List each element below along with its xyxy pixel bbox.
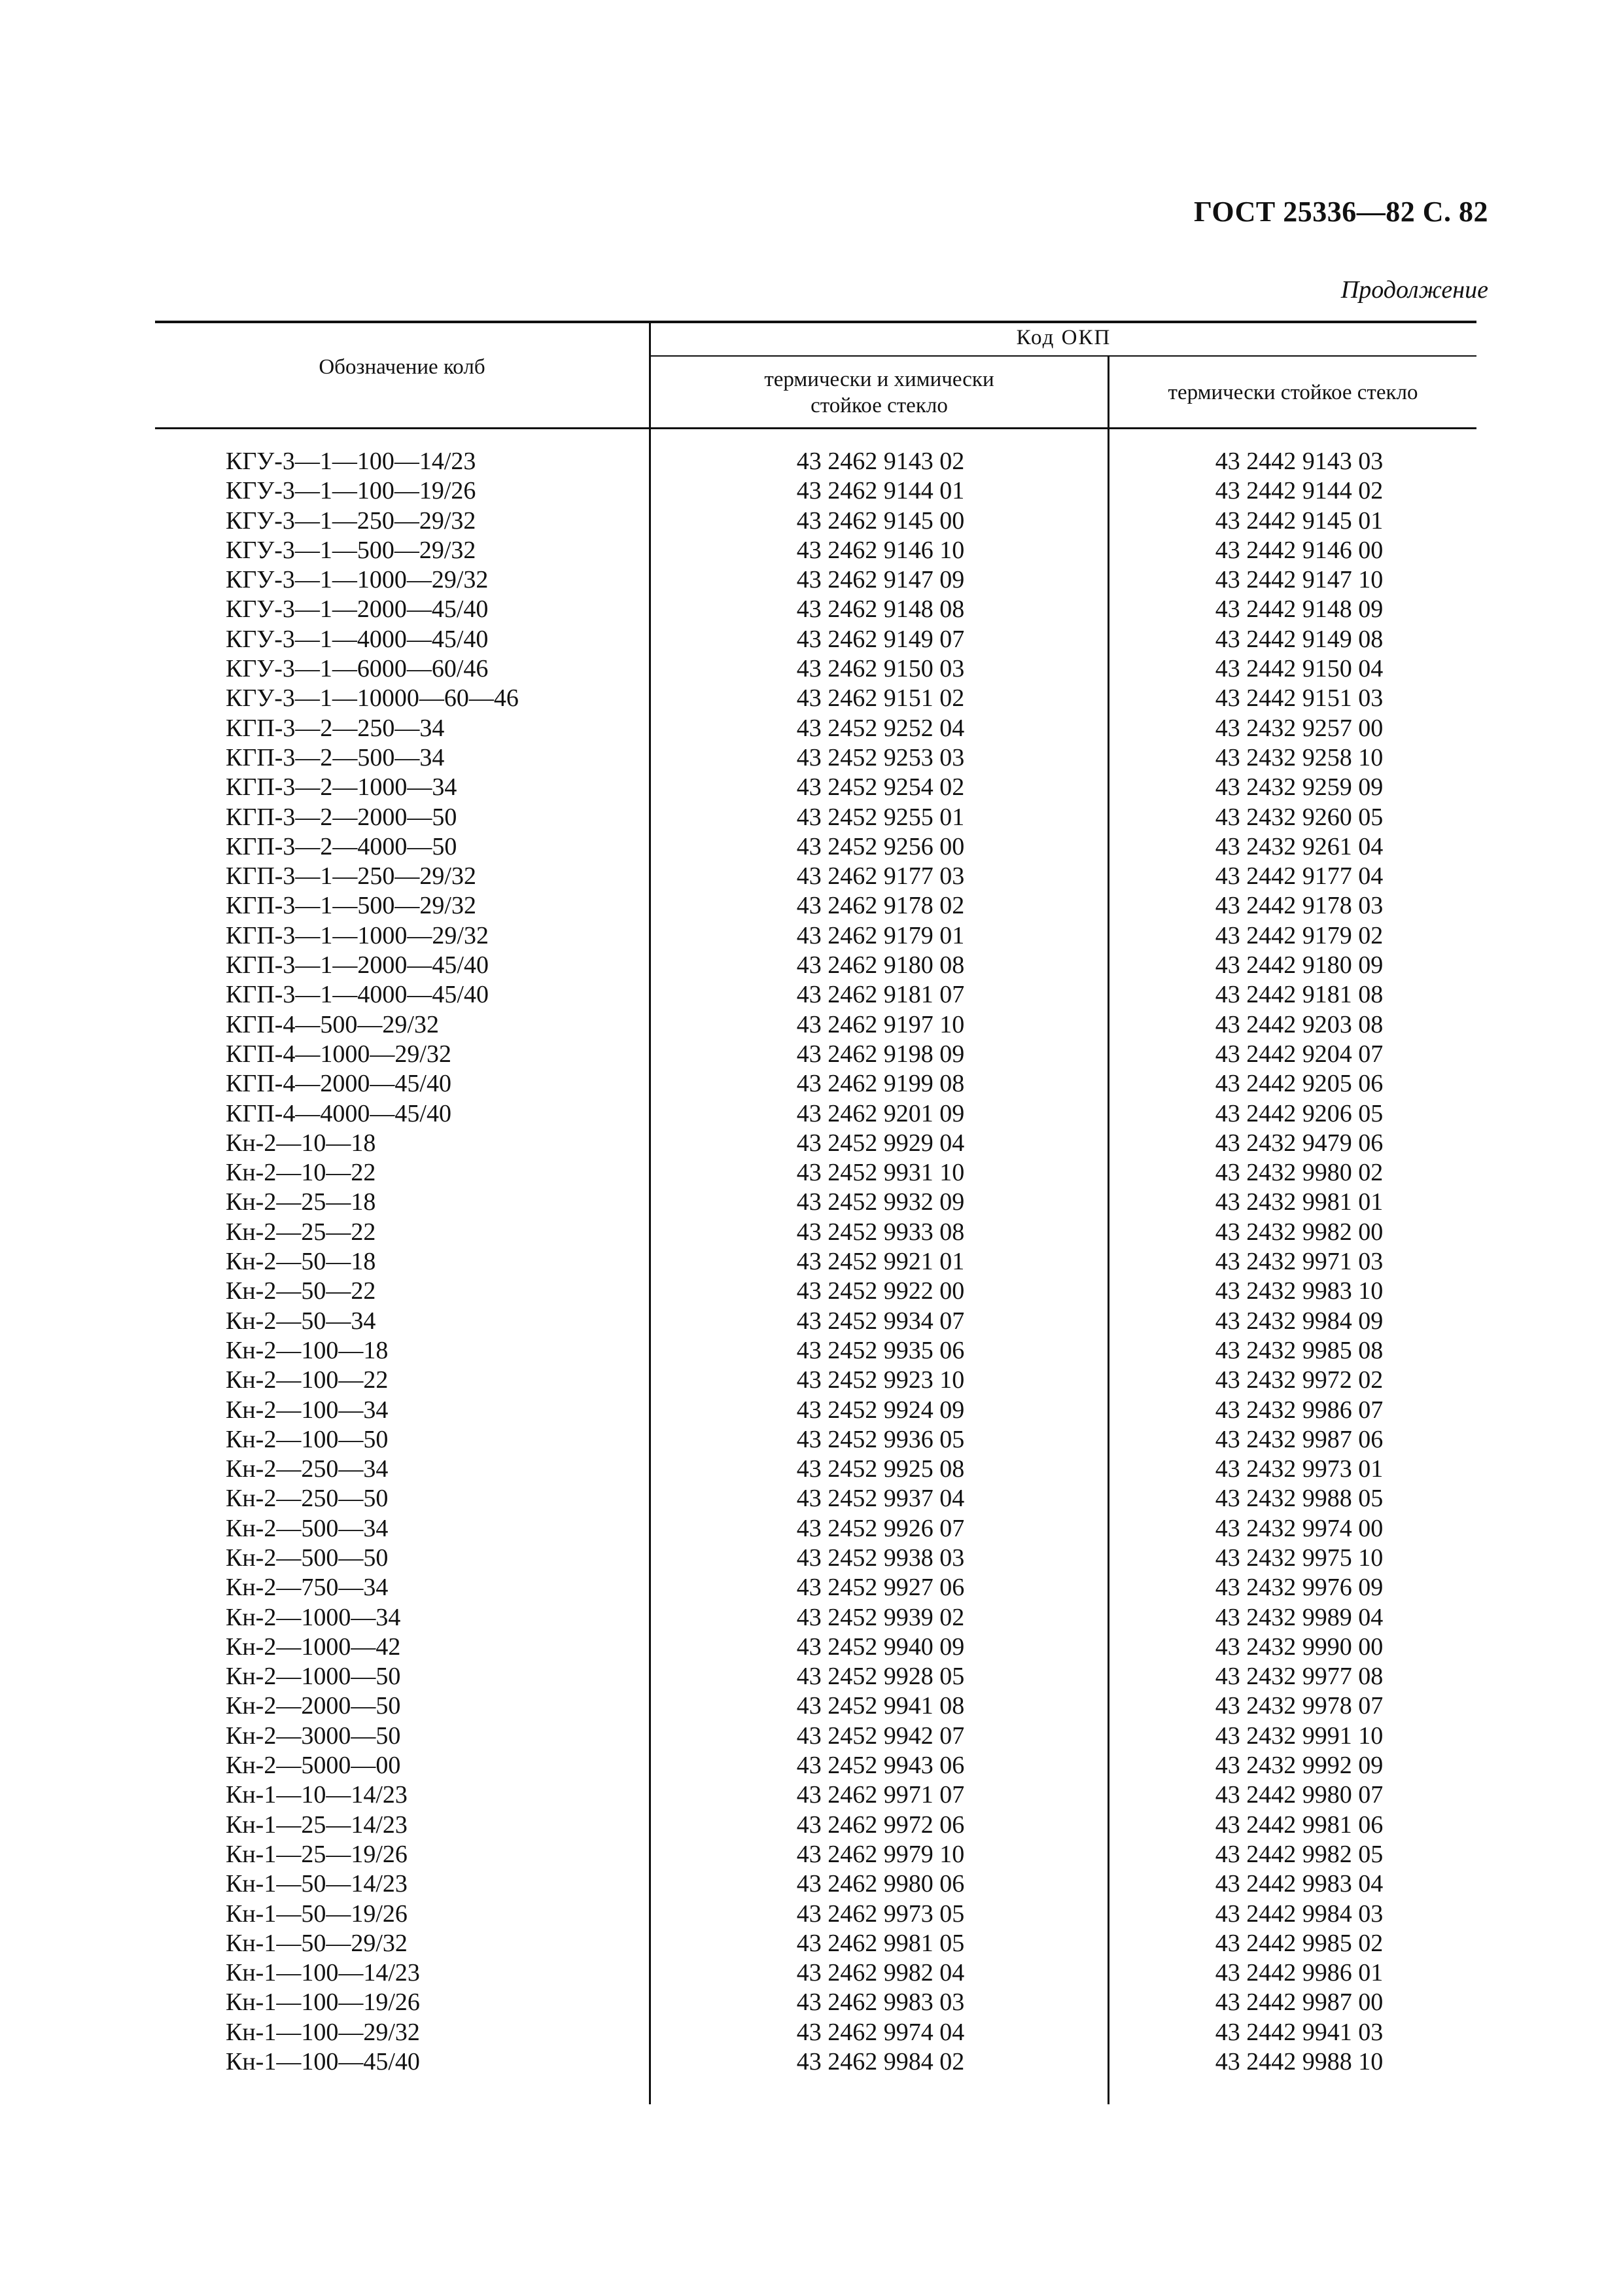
- designation-cell: КГП-4—2000—45/40: [226, 1070, 451, 1098]
- thermal-glass-code-cell: 43 2432 9989 04: [1215, 1603, 1384, 1631]
- table-row: [0, 684, 1623, 713]
- chem-glass-code-cell: 43 2452 9934 07: [796, 1307, 965, 1335]
- column-header-chem-glass: [651, 366, 1108, 419]
- designation-cell: КГП-4—1000—29/32: [226, 1040, 451, 1068]
- thermal-glass-code-cell: 43 2442 9941 03: [1215, 2018, 1384, 2046]
- table-row: [0, 1099, 1623, 1129]
- table-row: [0, 921, 1623, 951]
- designation-cell: Кн-2—50—34: [226, 1307, 376, 1335]
- designation-cell: КГП-3—1—2000—45/40: [226, 951, 489, 980]
- thermal-glass-code-cell: 43 2442 9981 06: [1215, 1810, 1384, 1839]
- chem-glass-code-cell: 43 2452 9923 10: [796, 1366, 965, 1394]
- thermal-glass-code-cell: 43 2442 9984 03: [1215, 1899, 1384, 1928]
- table-body: [0, 447, 1623, 2077]
- chem-glass-code-cell: 43 2452 9937 04: [796, 1485, 965, 1513]
- designation-cell: Кн-1—50—14/23: [226, 1870, 408, 1898]
- thermal-glass-code-cell: 43 2432 9260 05: [1215, 803, 1384, 831]
- chem-glass-code-cell: 43 2452 9924 09: [796, 1396, 965, 1424]
- thermal-glass-code-cell: 43 2442 9178 03: [1215, 892, 1384, 920]
- thermal-glass-code-cell: 43 2432 9985 08: [1215, 1336, 1384, 1364]
- column-header-chem-glass-line-1: термически и химически: [764, 368, 994, 391]
- thermal-glass-code-cell: 43 2432 9992 09: [1215, 1752, 1384, 1780]
- chem-glass-code-cell: 43 2462 9201 09: [796, 1099, 965, 1127]
- designation-cell: Кн-2—500—50: [226, 1544, 389, 1572]
- table-row: [0, 1840, 1623, 1869]
- thermal-glass-code-cell: 43 2442 9147 10: [1215, 566, 1384, 594]
- table-row: [0, 1633, 1623, 1662]
- thermal-glass-code-cell: 43 2432 9258 10: [1215, 743, 1384, 771]
- table-row: [0, 1780, 1623, 1810]
- designation-cell: Кн-2—100—18: [226, 1336, 389, 1364]
- designation-cell: Кн-2—10—18: [226, 1129, 376, 1157]
- thermal-glass-code-cell: 43 2442 9985 02: [1215, 1929, 1384, 1957]
- chem-glass-code-cell: 43 2452 9925 08: [796, 1455, 965, 1483]
- chem-glass-code-cell: 43 2452 9943 06: [796, 1752, 965, 1780]
- chem-glass-code-cell: 43 2462 9151 02: [796, 684, 965, 713]
- designation-cell: Кн-2—5000—00: [226, 1752, 401, 1780]
- designation-cell: КГУ-3—1—1000—29/32: [226, 566, 489, 594]
- thermal-glass-code-cell: 43 2442 9205 06: [1215, 1070, 1384, 1098]
- thermal-glass-code-cell: 43 2432 9988 05: [1215, 1485, 1384, 1513]
- table-row: [0, 1691, 1623, 1721]
- thermal-glass-code-cell: 43 2442 9982 05: [1215, 1840, 1384, 1868]
- thermal-glass-code-cell: 43 2432 9990 00: [1215, 1633, 1384, 1661]
- designation-cell: КГУ-3—1—500—29/32: [226, 536, 476, 564]
- table-row: [0, 1603, 1623, 1633]
- thermal-glass-code-cell: 43 2432 9978 07: [1215, 1692, 1384, 1720]
- designation-cell: Кн-1—100—45/40: [226, 2048, 420, 2076]
- designation-cell: Кн-2—100—22: [226, 1366, 389, 1394]
- designation-cell: КГП-3—1—4000—45/40: [226, 981, 489, 1009]
- thermal-glass-code-cell: 43 2442 9177 04: [1215, 862, 1384, 891]
- chem-glass-code-cell: 43 2462 9144 01: [796, 477, 965, 505]
- designation-cell: КГУ-3—1—250—29/32: [226, 506, 476, 535]
- chem-glass-code-cell: 43 2452 9941 08: [796, 1692, 965, 1720]
- thermal-glass-code-cell: 43 2442 9980 07: [1215, 1781, 1384, 1809]
- table-row: [0, 2047, 1623, 2077]
- thermal-glass-code-cell: 43 2432 9986 07: [1215, 1396, 1384, 1424]
- designation-cell: Кн-1—100—14/23: [226, 1959, 420, 1987]
- chem-glass-code-cell: 43 2462 9179 01: [796, 921, 965, 949]
- designation-cell: Кн-2—3000—50: [226, 1722, 401, 1750]
- table-row: [0, 803, 1623, 832]
- table-row: [0, 1188, 1623, 1217]
- designation-cell: Кн-2—1000—50: [226, 1663, 401, 1691]
- designation-cell: КГУ-3—1—4000—45/40: [226, 625, 489, 653]
- designation-cell: Кн-2—1000—34: [226, 1603, 401, 1631]
- chem-glass-code-cell: 43 2462 9180 08: [796, 951, 965, 980]
- designation-cell: КГУ-3—1—6000—60/46: [226, 655, 489, 683]
- table-top-rule: [155, 321, 1476, 323]
- table-row: [0, 1396, 1623, 1425]
- table-row: [0, 1899, 1623, 1929]
- thermal-glass-code-cell: 43 2432 9972 02: [1215, 1366, 1384, 1394]
- thermal-glass-code-cell: 43 2432 9981 01: [1215, 1188, 1384, 1216]
- table-row: [0, 1307, 1623, 1336]
- thermal-glass-code-cell: 43 2432 9257 00: [1215, 714, 1384, 742]
- chem-glass-code-cell: 43 2462 9982 04: [796, 1959, 965, 1987]
- column-header-designation: Обозначение колб: [319, 355, 485, 379]
- chem-glass-code-cell: 43 2452 9922 00: [796, 1277, 965, 1305]
- thermal-glass-code-cell: 43 2432 9975 10: [1215, 1544, 1384, 1572]
- table-row: [0, 1662, 1623, 1691]
- thermal-glass-code-cell: 43 2432 9991 10: [1215, 1722, 1384, 1750]
- designation-cell: КГП-3—1—1000—29/32: [226, 921, 489, 949]
- table-row: [0, 951, 1623, 980]
- designation-cell: Кн-2—250—50: [226, 1485, 389, 1513]
- chem-glass-code-cell: 43 2452 9932 09: [796, 1188, 965, 1216]
- table-row: [0, 1722, 1623, 1751]
- chem-glass-code-cell: 43 2462 9980 06: [796, 1870, 965, 1898]
- chem-glass-code-cell: 43 2452 9929 04: [796, 1129, 965, 1157]
- chem-glass-code-cell: 43 2452 9939 02: [796, 1603, 965, 1631]
- chem-glass-code-cell: 43 2462 9981 05: [796, 1929, 965, 1957]
- thermal-glass-code-cell: 43 2442 9983 04: [1215, 1870, 1384, 1898]
- chem-glass-code-cell: 43 2462 9984 02: [796, 2048, 965, 2076]
- table-row: [0, 2018, 1623, 2047]
- chem-glass-code-cell: 43 2462 9971 07: [796, 1781, 965, 1809]
- designation-cell: Кн-1—10—14/23: [226, 1781, 408, 1809]
- chem-glass-code-cell: 43 2452 9927 06: [796, 1574, 965, 1602]
- chem-glass-code-cell: 43 2452 9256 00: [796, 832, 965, 860]
- designation-cell: Кн-2—100—34: [226, 1396, 389, 1424]
- chem-glass-code-cell: 43 2452 9252 04: [796, 714, 965, 742]
- designation-cell: КГП-3—2—4000—50: [226, 832, 457, 860]
- table-row: [0, 1958, 1623, 1988]
- designation-cell: КГУ-3—1—100—14/23: [226, 448, 476, 475]
- chem-glass-code-cell: 43 2452 9940 09: [796, 1633, 965, 1661]
- designation-cell: Кн-2—10—22: [226, 1159, 376, 1187]
- table-row: [0, 832, 1623, 862]
- chem-glass-code-cell: 43 2462 9198 09: [796, 1040, 965, 1068]
- designation-cell: Кн-2—1000—42: [226, 1633, 401, 1661]
- table-row: [0, 595, 1623, 624]
- table-row: [0, 536, 1623, 565]
- designation-cell: Кн-2—25—18: [226, 1188, 376, 1216]
- thermal-glass-code-cell: 43 2432 9259 09: [1215, 773, 1384, 802]
- table-row: [0, 891, 1623, 921]
- table-row: [0, 1040, 1623, 1069]
- designation-cell: КГП-3—2—500—34: [226, 743, 445, 771]
- table-row: [0, 1069, 1623, 1099]
- designation-cell: КГП-3—1—500—29/32: [226, 892, 476, 920]
- chem-glass-code-cell: 43 2462 9145 00: [796, 506, 965, 535]
- designation-cell: Кн-2—500—34: [226, 1514, 389, 1542]
- column-header-chem-glass-line-2: стойкое стекло: [811, 394, 948, 417]
- table-row: [0, 506, 1623, 536]
- table-row: [0, 1514, 1623, 1544]
- designation-cell: Кн-1—100—19/26: [226, 1988, 420, 2017]
- thermal-glass-code-cell: 43 2442 9145 01: [1215, 506, 1384, 535]
- chem-glass-code-cell: 43 2462 9147 09: [796, 566, 965, 594]
- chem-glass-code-cell: 43 2452 9938 03: [796, 1544, 965, 1572]
- table-row: [0, 654, 1623, 684]
- continuation-label: Продолжение: [1340, 276, 1488, 304]
- table-row: [0, 980, 1623, 1010]
- chem-glass-code-cell: 43 2462 9974 04: [796, 2018, 965, 2046]
- chem-glass-code-cell: 43 2462 9150 03: [796, 655, 965, 683]
- chem-glass-code-cell: 43 2452 9928 05: [796, 1663, 965, 1691]
- table-row: [0, 476, 1623, 506]
- chem-glass-code-cell: 43 2462 9979 10: [796, 1840, 965, 1868]
- chem-glass-code-cell: 43 2462 9983 03: [796, 1988, 965, 2017]
- table-row: [0, 1366, 1623, 1395]
- table-row: [0, 565, 1623, 595]
- thermal-glass-code-cell: 43 2442 9204 07: [1215, 1040, 1384, 1068]
- thermal-glass-code-cell: 43 2432 9261 04: [1215, 832, 1384, 860]
- table-row: [0, 1247, 1623, 1277]
- table-row: [0, 862, 1623, 891]
- designation-cell: Кн-2—750—34: [226, 1574, 389, 1602]
- chem-glass-code-cell: 43 2452 9931 10: [796, 1159, 965, 1187]
- designation-cell: КГП-4—4000—45/40: [226, 1099, 451, 1127]
- thermal-glass-code-cell: 43 2432 9977 08: [1215, 1663, 1384, 1691]
- designation-cell: Кн-2—50—18: [226, 1248, 376, 1276]
- designation-cell: Кн-1—100—29/32: [226, 2018, 420, 2046]
- column-header-thermal-glass: термически стойкое стекло: [1168, 381, 1418, 404]
- thermal-glass-code-cell: 43 2432 9983 10: [1215, 1277, 1384, 1305]
- chem-glass-code-cell: 43 2462 9199 08: [796, 1070, 965, 1098]
- table-row: [0, 1751, 1623, 1780]
- chem-glass-code-cell: 43 2452 9254 02: [796, 773, 965, 802]
- thermal-glass-code-cell: 43 2442 9180 09: [1215, 951, 1384, 980]
- designation-cell: Кн-2—25—22: [226, 1218, 376, 1246]
- document-title: ГОСТ 25336—82 С. 82: [1193, 196, 1488, 228]
- table-row: [0, 1277, 1623, 1306]
- thermal-glass-code-cell: 43 2442 9149 08: [1215, 625, 1384, 653]
- designation-cell: КГП-4—500—29/32: [226, 1010, 439, 1038]
- chem-glass-code-cell: 43 2462 9149 07: [796, 625, 965, 653]
- designation-cell: КГП-3—2—1000—34: [226, 773, 457, 802]
- designation-cell: КГП-3—1—250—29/32: [226, 862, 476, 891]
- designation-cell: Кн-1—50—29/32: [226, 1929, 408, 1957]
- chem-glass-code-cell: 43 2462 9177 03: [796, 862, 965, 891]
- table-row: [0, 625, 1623, 654]
- chem-glass-code-cell: 43 2452 9935 06: [796, 1336, 965, 1364]
- thermal-glass-code-cell: 43 2442 9986 01: [1215, 1959, 1384, 1987]
- table-row: [0, 1158, 1623, 1188]
- table-row: [0, 1010, 1623, 1040]
- thermal-glass-code-cell: 43 2442 9143 03: [1215, 448, 1384, 475]
- chem-glass-code-cell: 43 2462 9146 10: [796, 536, 965, 564]
- designation-cell: КГП-3—2—2000—50: [226, 803, 457, 831]
- table-row: [0, 743, 1623, 773]
- thermal-glass-code-cell: 43 2442 9146 00: [1215, 536, 1384, 564]
- thermal-glass-code-cell: 43 2442 9206 05: [1215, 1099, 1384, 1127]
- thermal-glass-code-cell: 43 2442 9150 04: [1215, 655, 1384, 683]
- chem-glass-code-cell: 43 2462 9143 02: [796, 448, 965, 475]
- thermal-glass-code-cell: 43 2432 9974 00: [1215, 1514, 1384, 1542]
- designation-cell: КГУ-3—1—100—19/26: [226, 477, 476, 505]
- chem-glass-code-cell: 43 2452 9921 01: [796, 1248, 965, 1276]
- thermal-glass-code-cell: 43 2442 9151 03: [1215, 684, 1384, 713]
- table-row: [0, 714, 1623, 743]
- designation-cell: Кн-1—50—19/26: [226, 1899, 408, 1928]
- thermal-glass-code-cell: 43 2432 9976 09: [1215, 1574, 1384, 1602]
- thermal-glass-code-cell: 43 2442 9148 09: [1215, 595, 1384, 624]
- thermal-glass-code-cell: 43 2442 9179 02: [1215, 921, 1384, 949]
- table-row: [0, 1810, 1623, 1840]
- thermal-glass-code-cell: 43 2432 9971 03: [1215, 1248, 1384, 1276]
- thermal-glass-code-cell: 43 2442 9987 00: [1215, 1988, 1384, 2017]
- chem-glass-code-cell: 43 2462 9973 05: [796, 1899, 965, 1928]
- thermal-glass-code-cell: 43 2442 9203 08: [1215, 1010, 1384, 1038]
- thermal-glass-code-cell: 43 2442 9144 02: [1215, 477, 1384, 505]
- header-bottom-rule: [155, 427, 1476, 429]
- chem-glass-code-cell: 43 2452 9253 03: [796, 743, 965, 771]
- thermal-glass-code-cell: 43 2442 9988 10: [1215, 2048, 1384, 2076]
- chem-glass-code-cell: 43 2452 9255 01: [796, 803, 965, 831]
- table-row: [0, 1869, 1623, 1899]
- group-header-rule: [650, 355, 1476, 357]
- thermal-glass-code-cell: 43 2432 9987 06: [1215, 1425, 1384, 1453]
- table-row: [0, 1544, 1623, 1573]
- designation-cell: Кн-1—25—19/26: [226, 1840, 408, 1868]
- table-row: [0, 447, 1623, 476]
- designation-cell: Кн-2—50—22: [226, 1277, 376, 1305]
- designation-cell: КГУ-3—1—10000—60—46: [226, 684, 519, 713]
- table-row: [0, 1988, 1623, 2017]
- column-group-header-okp-code: Код ОКП: [1016, 326, 1111, 349]
- table-row: [0, 1425, 1623, 1455]
- chem-glass-code-cell: 43 2452 9936 05: [796, 1425, 965, 1453]
- chem-glass-code-cell: 43 2452 9942 07: [796, 1722, 965, 1750]
- designation-cell: КГУ-3—1—2000—45/40: [226, 595, 489, 624]
- chem-glass-code-cell: 43 2462 9197 10: [796, 1010, 965, 1038]
- designation-cell: Кн-2—100—50: [226, 1425, 389, 1453]
- table-row: [0, 1484, 1623, 1513]
- chem-glass-code-cell: 43 2462 9181 07: [796, 981, 965, 1009]
- table-row: [0, 1336, 1623, 1366]
- designation-cell: Кн-1—25—14/23: [226, 1810, 408, 1839]
- chem-glass-code-cell: 43 2462 9178 02: [796, 892, 965, 920]
- chem-glass-code-cell: 43 2452 9926 07: [796, 1514, 965, 1542]
- designation-cell: КГП-3—2—250—34: [226, 714, 445, 742]
- chem-glass-code-cell: 43 2462 9972 06: [796, 1810, 965, 1839]
- thermal-glass-code-cell: 43 2442 9181 08: [1215, 981, 1384, 1009]
- table-row: [0, 1218, 1623, 1247]
- designation-cell: Кн-2—250—34: [226, 1455, 389, 1483]
- table-row: [0, 1455, 1623, 1484]
- thermal-glass-code-cell: 43 2432 9982 00: [1215, 1218, 1384, 1246]
- table-row: [0, 1129, 1623, 1158]
- chem-glass-code-cell: 43 2462 9148 08: [796, 595, 965, 624]
- table-row: [0, 773, 1623, 802]
- thermal-glass-code-cell: 43 2432 9980 02: [1215, 1159, 1384, 1187]
- table-row: [0, 1929, 1623, 1958]
- designation-cell: Кн-2—2000—50: [226, 1692, 401, 1720]
- chem-glass-code-cell: 43 2452 9933 08: [796, 1218, 965, 1246]
- thermal-glass-code-cell: 43 2432 9973 01: [1215, 1455, 1384, 1483]
- thermal-glass-code-cell: 43 2432 9479 06: [1215, 1129, 1384, 1157]
- thermal-glass-code-cell: 43 2432 9984 09: [1215, 1307, 1384, 1335]
- table-row: [0, 1573, 1623, 1602]
